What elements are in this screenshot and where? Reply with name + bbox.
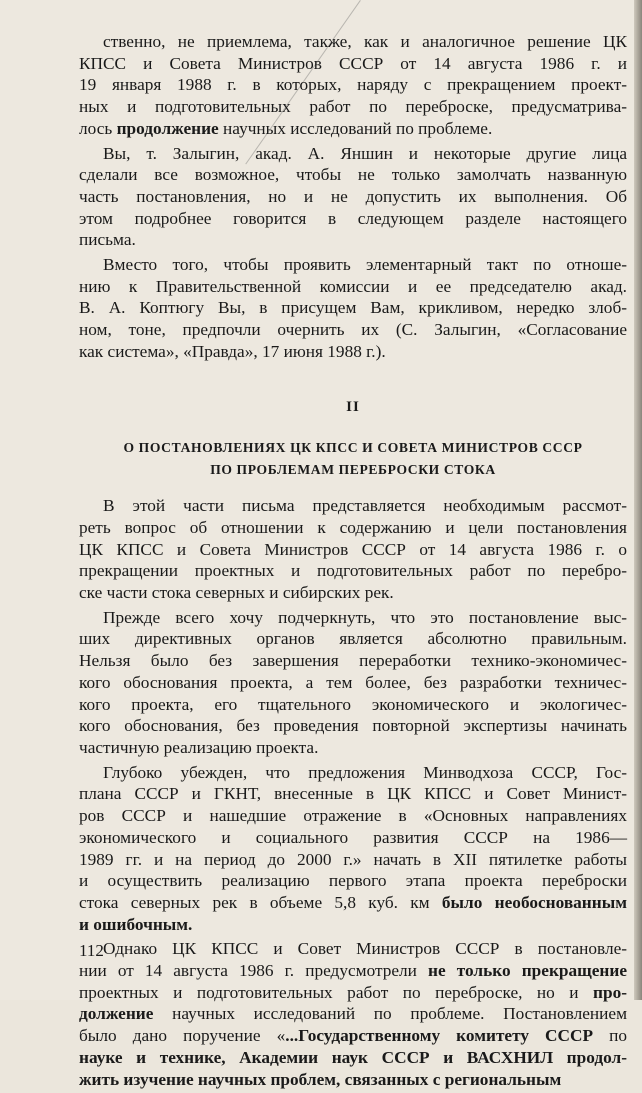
- text-run: Глубоко убежден, что предложения Минводхоза СССР, Гос-: [103, 762, 627, 782]
- bold-text-run: должение: [79, 1004, 154, 1024]
- text-run: научных исследований по проблеме.: [218, 118, 493, 138]
- section-paragraphs: [79, 495, 627, 1090]
- paragraph: [79, 762, 627, 936]
- text-run: научных исследований по проблеме. Постановлением: [153, 1004, 627, 1024]
- text-line: [79, 737, 627, 759]
- bold-text-run: и ошибочным.: [79, 914, 193, 934]
- page-text: [79, 31, 627, 1093]
- text-line: [79, 672, 627, 694]
- text-run: ров СССР и нашедшие отражение в «Основных направлениях: [79, 806, 627, 826]
- text-line: [79, 607, 627, 629]
- text-line: [79, 870, 627, 892]
- text-run: ске части стока северных и сибирских рек.: [79, 583, 394, 603]
- text-run: было дано поручение «: [79, 1026, 286, 1046]
- paragraph: [79, 143, 627, 252]
- text-line: [79, 229, 627, 251]
- text-run: Однако ЦК КПСС и Совет Министров СССР в постановле-: [103, 939, 627, 959]
- bold-text-run: было необоснованным: [441, 892, 627, 912]
- text-run: реть вопрос об отношении к содержанию и цели постановления: [79, 517, 627, 537]
- text-run: Вместо того, чтобы проявить элементарный такт по отноше-: [103, 255, 627, 275]
- text-line: [79, 960, 627, 982]
- text-line: [79, 849, 627, 871]
- bold-text-run: продолжение: [116, 118, 219, 138]
- text-run: письма.: [79, 230, 136, 250]
- section-number: II: [346, 398, 360, 415]
- text-line: [79, 517, 627, 539]
- text-run: Нельзя было без завершения переработки технико-экономичес-: [79, 651, 627, 671]
- text-run: кого проекта, его тщательного экономического и экологичес-: [79, 694, 627, 714]
- text-run: В. А. Коптюгу Вы, в присущем Вам, крикливом, нередко злоб-: [79, 298, 627, 318]
- text-line: [79, 539, 627, 561]
- text-run: нию к Правительственной комиссии и ее председателю акад.: [79, 276, 627, 296]
- text-run: 1989 гг. и на период до 2000 г.» начать в XII пятилетке работы: [79, 849, 627, 869]
- text-run: КПСС и Совета Министров СССР от 14 августа 1986 г. и: [79, 53, 627, 73]
- page-number: 112: [79, 941, 104, 960]
- text-run: нии от 14 августа 1986 г. предусмотрели: [79, 961, 429, 981]
- text-run: В этой части письма представляется необходимым рассмот-: [103, 496, 627, 516]
- text-line: [79, 164, 627, 186]
- page-edge-shadow: [634, 0, 642, 1000]
- intro-paragraphs: [79, 31, 627, 363]
- text-run: Прежде всего хочу подчеркнуть, что это постановление выс-: [103, 607, 627, 627]
- text-line: [79, 1069, 627, 1091]
- text-run: прекращении проектных и подготовительных работ по перебро-: [79, 561, 627, 581]
- text-run: ЦК КПСС и Совета Министров СССР от 14 августа 1986 г. о: [79, 539, 627, 559]
- text-line: [79, 208, 627, 230]
- paragraph: [79, 607, 627, 759]
- section-heading-line-1: О ПОСТАНОВЛЕНИЯХ ЦК КПСС И СОВЕТА МИНИСТРОВ СССР: [123, 440, 583, 456]
- text-run: кого обоснования, без проведения повторной экспертизы начинать: [79, 716, 627, 736]
- text-run: сделали все возможное, чтобы не только замолчать названную: [79, 165, 627, 185]
- bold-text-run: жить изучение научных проблем, связанных с региональным: [79, 1069, 562, 1089]
- text-line: [79, 560, 627, 582]
- text-run: Вы, т. Залыгин, акад. А. Яншин и некоторые другие лица: [103, 143, 627, 163]
- text-line: [79, 914, 627, 936]
- text-run: проектных и подготовительных работ по переброске, но и: [79, 982, 594, 1002]
- paragraph: [79, 31, 627, 140]
- text-line: [79, 783, 627, 805]
- text-line: [79, 650, 627, 672]
- bold-text-run: ...Государственному комитету СССР: [285, 1026, 594, 1046]
- text-line: [79, 982, 627, 1004]
- text-line: [79, 31, 627, 53]
- heading-gap: [79, 366, 627, 397]
- text-line: [79, 74, 627, 96]
- text-line: [79, 254, 627, 276]
- text-line: [79, 582, 627, 604]
- text-run: как система», «Правда», 17 июня 1988 г.).: [79, 341, 386, 361]
- paragraph: [79, 938, 627, 1090]
- text-run: плана СССР и ГКНТ, внесенные в ЦК КПСС и Совет Минист-: [79, 784, 627, 804]
- bold-text-run: не только прекращение: [428, 961, 628, 981]
- text-line: [79, 938, 627, 960]
- text-line: [79, 1047, 627, 1069]
- text-line: [79, 319, 627, 341]
- text-line: [79, 297, 627, 319]
- section-heading: [79, 437, 627, 481]
- text-run: этом подробнее говорится в следующем разделе настоящего: [79, 208, 627, 228]
- bold-text-run: про-: [593, 982, 627, 1002]
- text-line: [79, 762, 627, 784]
- text-run: и осуществить реализацию первого этапа проекта переброски: [79, 871, 627, 891]
- section-heading-line-2: ПО ПРОБЛЕМАМ ПЕРЕБРОСКИ СТОКА: [210, 462, 496, 478]
- text-line: [79, 96, 627, 118]
- text-line: [79, 53, 627, 75]
- text-line: [79, 495, 627, 517]
- text-line: [79, 186, 627, 208]
- bold-text-run: науке и технике, Академии наук СССР и ВАСХНИЛ продол-: [79, 1047, 627, 1067]
- text-line: [79, 1025, 627, 1047]
- text-run: часть постановления, но и не допустить их выполнения. Об: [79, 186, 627, 206]
- text-line: [79, 341, 627, 363]
- text-run: лось: [79, 118, 117, 138]
- text-run: стока северных рек в объеме 5,8 куб. км: [79, 892, 442, 912]
- text-run: 19 января 1988 г. в которых, наряду с прекращением проект-: [79, 75, 627, 95]
- paragraph: [79, 495, 627, 604]
- text-run: ших директивных органов является абсолютно правильным.: [79, 629, 627, 649]
- text-line: [79, 628, 627, 650]
- text-run: частичную реализацию проекта.: [79, 737, 319, 757]
- text-line: [79, 805, 627, 827]
- text-line: [79, 694, 627, 716]
- text-line: [79, 276, 627, 298]
- text-run: ном, тоне, предпочли очернить их (С. Залыгин, «Согласование: [79, 320, 627, 340]
- paragraph: [79, 254, 627, 363]
- text-run: кого обоснования проекта, а тем более, без разработки техничес-: [79, 672, 627, 692]
- text-run: ственно, не приемлема, также, как и аналогичное решение ЦК: [103, 32, 627, 51]
- text-line: [79, 118, 627, 140]
- text-run: ных и подготовительных работ по переброске, предусматрива-: [79, 97, 627, 117]
- text-line: [79, 892, 627, 914]
- text-line: [79, 143, 627, 165]
- text-line: [79, 827, 627, 849]
- text-run: экономического и социального развития СССР на 1986—: [79, 827, 627, 847]
- text-line: [79, 715, 627, 737]
- text-line: [79, 1003, 627, 1025]
- text-run: по: [593, 1026, 627, 1046]
